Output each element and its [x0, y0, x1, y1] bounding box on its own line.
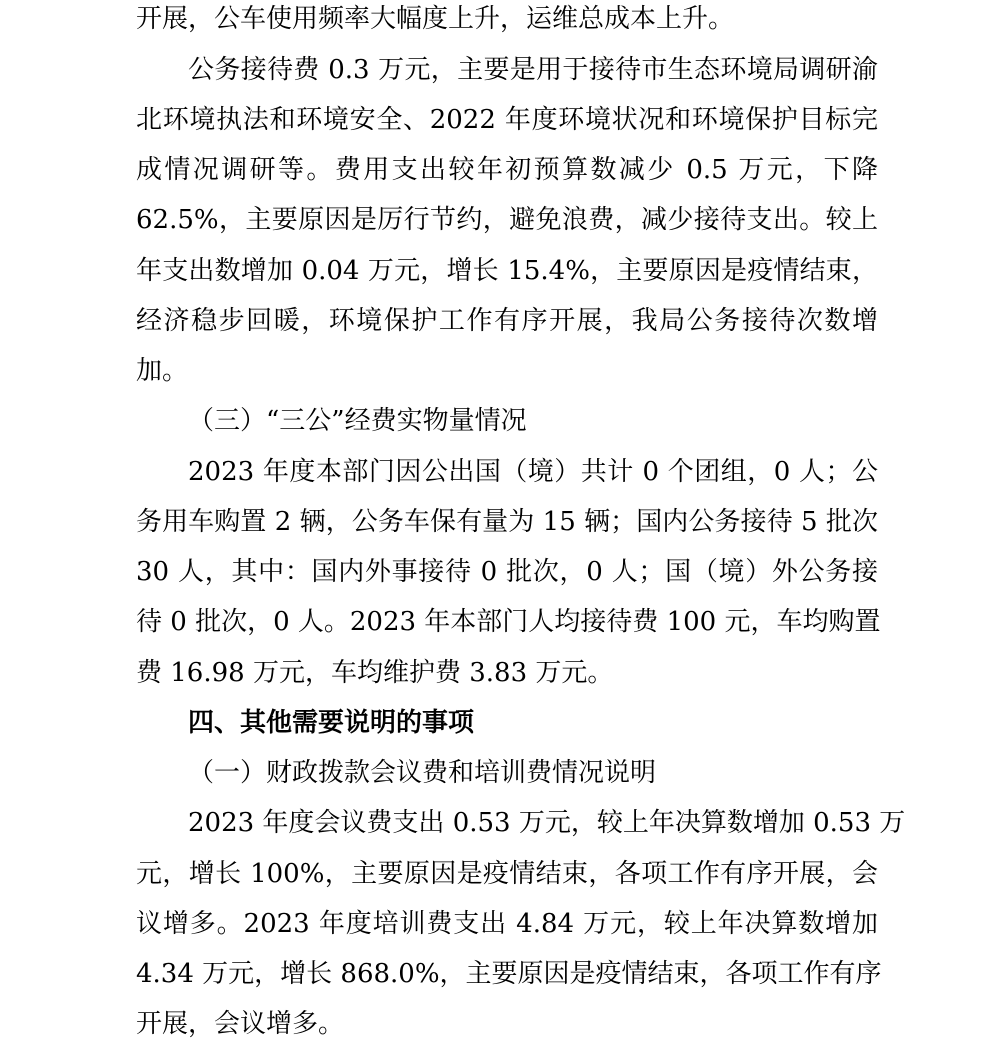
paragraph-line: 62.5%，主要原因是厉行节约，避免浪费，减少接待支出。较上: [136, 205, 878, 235]
paragraph-line: 北环境执法和环境安全、2022 年度环境状况和环境保护目标完: [136, 105, 878, 135]
section-heading: 四、其他需要说明的事项: [188, 708, 475, 738]
paragraph-line: 开展，公车使用频率大幅度上升，运维总成本上升。: [136, 4, 735, 34]
section-subheading: （一）财政拨款会议费和培训费情况说明: [188, 758, 657, 788]
paragraph-line: 议增多。2023 年度培训费支出 4.84 万元，较上年决算数增加: [136, 909, 878, 939]
paragraph-line: 2023 年度本部门因公出国（境）共计 0 个团组，0 人；公: [188, 457, 878, 487]
paragraph-line: 公务接待费 0.3 万元，主要是用于接待市生态环境局调研渝: [188, 55, 878, 85]
paragraph-line: 务用车购置 2 辆，公务车保有量为 15 辆；国内公务接待 5 批次: [136, 507, 878, 537]
paragraph-line: 年支出数增加 0.04 万元，增长 15.4%，主要原因是疫情结束，: [136, 256, 878, 286]
paragraph-line: 2023 年度会议费支出 0.53 万元，较上年决算数增加 0.53 万: [188, 808, 906, 838]
paragraph-line: 费 16.98 万元，车均维护费 3.83 万元。: [136, 658, 614, 688]
paragraph-line: 成情况调研等。费用支出较年初预算数减少 0.5 万元，下降: [136, 155, 878, 185]
section-subheading: （三）“三公”经费实物量情况: [188, 406, 527, 436]
paragraph-line: 开展，会议增多。: [136, 1009, 345, 1039]
paragraph-line: 元，增长 100%，主要原因是疫情结束，各项工作有序开展，会: [136, 859, 878, 889]
paragraph-line: 待 0 批次，0 人。2023 年本部门人均接待费 100 元，车均购置: [136, 607, 881, 637]
paragraph-line: 加。: [136, 356, 189, 386]
paragraph-line: 30 人，其中：国内外事接待 0 批次，0 人；国（境）外公务接: [136, 557, 878, 587]
paragraph-line: 4.34 万元，增长 868.0%，主要原因是疫情结束，各项工作有序: [136, 959, 882, 989]
paragraph-line: 经济稳步回暖，环境保护工作有序开展，我局公务接待次数增: [136, 306, 878, 336]
